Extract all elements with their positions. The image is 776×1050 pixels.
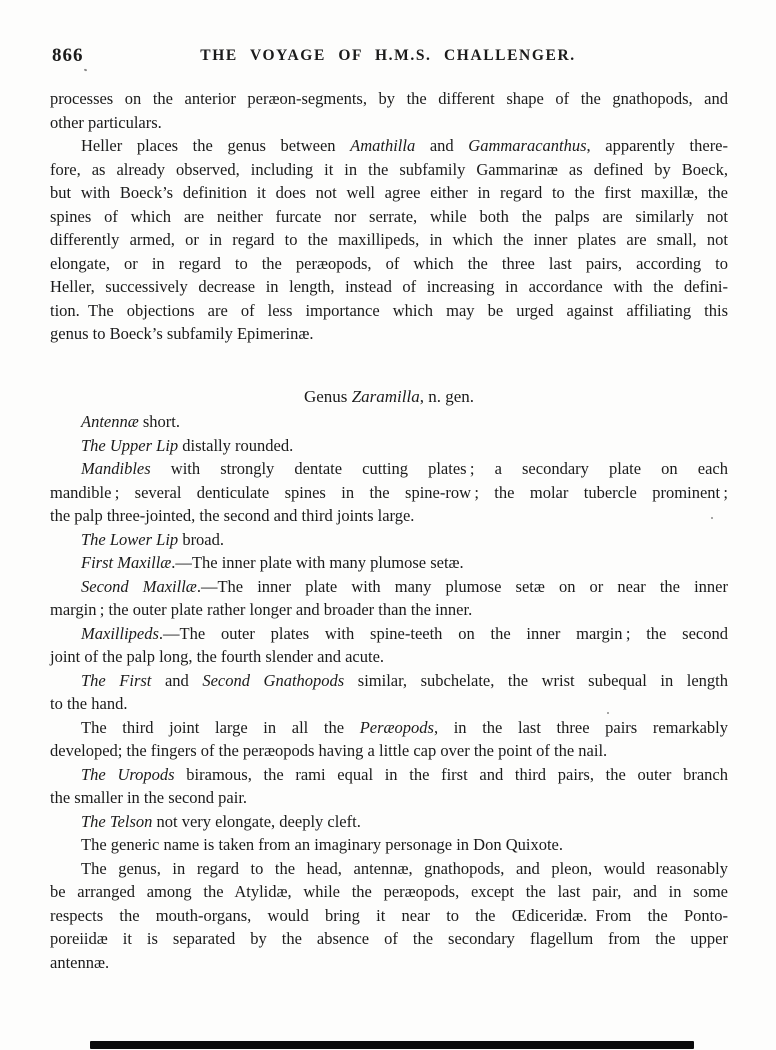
text-line	[50, 410, 728, 434]
text-line	[50, 716, 728, 740]
text-run: antennæ.	[50, 952, 110, 972]
italic-text-run: Amathilla	[350, 136, 416, 155]
text-run: other particulars.	[50, 112, 162, 132]
text-line	[50, 181, 728, 205]
italic-text-run: First Maxillæ	[81, 553, 172, 572]
text-line	[50, 205, 728, 229]
text-run: , in the last three pairs remarkably	[433, 717, 728, 737]
text-run: be arranged among the Atylidæ, while the peræopods, except the last pair, and in some	[50, 882, 728, 901]
text-run: The third joint large in all the	[81, 717, 360, 737]
para-upper-lip	[50, 434, 728, 458]
text-line	[50, 275, 728, 299]
text-run: Heller, successively decrease in length, instead of increasing in accordance with the defini-	[50, 277, 728, 296]
italic-text-run: Zaramilla	[351, 386, 420, 406]
text-run: developed; the fingers of the peræopods having a little cap over the point of the nail.	[50, 741, 608, 760]
page-body	[50, 87, 728, 974]
text-line	[50, 87, 728, 111]
italic-text-run: Mandibles	[81, 459, 151, 478]
text-line	[50, 763, 728, 787]
text-run: Heller places the genus between	[81, 136, 351, 155]
text-run: .—The inner plate with many plumose setæ on or near the inner	[196, 576, 728, 596]
text-line	[50, 228, 728, 252]
text-line	[50, 575, 728, 599]
text-run: .—The outer plates with spine-teeth on the inner margin ; the second	[158, 623, 728, 643]
text-line	[50, 904, 728, 928]
text-run: broad.	[178, 529, 225, 549]
text-line	[50, 252, 728, 276]
text-line	[50, 810, 728, 834]
text-run: respects the mouth-organs, would bring it near to the Œdiceridæ. From the Ponto-	[50, 905, 728, 925]
scan-speck	[607, 712, 609, 714]
italic-text-run: Maxillipeds	[81, 623, 159, 643]
para-gnathopods	[50, 669, 728, 716]
text-line	[50, 786, 728, 810]
italic-text-run: Gammaracanthus	[468, 136, 587, 155]
text-line	[50, 951, 728, 975]
text-run: joint of the palp long, the fourth slender and acute.	[50, 647, 385, 666]
text-line	[50, 645, 728, 669]
genus-description-paragraphs	[50, 410, 728, 974]
italic-text-run: Peræopods	[359, 717, 434, 737]
text-line	[50, 927, 728, 951]
page-header	[0, 45, 776, 67]
text-line	[50, 434, 728, 458]
text-run: biramous, the rami equal in the first and third pairs, the outer branch	[174, 764, 728, 784]
para-peraeopods	[50, 716, 728, 763]
text-run: short.	[138, 412, 180, 431]
text-run: .—The inner plate with many plumose setæ.	[171, 553, 464, 572]
text-line	[50, 134, 728, 158]
text-line	[50, 551, 728, 575]
text-run: genus to Boeck’s subfamily Epimerinæ.	[50, 324, 314, 343]
text-line	[50, 111, 728, 135]
para-heller-placement	[50, 134, 728, 346]
italic-text-run: Second Gnathopods	[202, 670, 345, 690]
text-run: elongate, or in regard to the peræopods, of which the three last pairs, according to	[50, 253, 728, 273]
text-run: The genus, in regard to the head, antennæ, gnathopods, and pleon, would reasonably	[81, 858, 728, 878]
genus-heading	[50, 385, 728, 409]
running-title: THE VOYAGE OF H.M.S. CHALLENGER.	[200, 47, 576, 64]
para-antennae	[50, 410, 728, 434]
text-run: processes on the anterior peræon-segments, by the different shape of the gnathopods, and	[50, 89, 728, 108]
italic-text-run: The First	[81, 670, 152, 690]
text-run: Genus	[303, 386, 352, 406]
para-generic-name	[50, 833, 728, 857]
text-run: , n. gen.	[419, 386, 475, 406]
text-line	[50, 739, 728, 763]
italic-text-run: Second Maxillæ	[81, 576, 197, 596]
text-run: mandible ; several denticulate spines in the spine-row ; the molar tubercle prominent ;	[50, 482, 728, 502]
text-line	[50, 481, 728, 505]
text-run: margin ; the outer plate rather longer and broader than the inner.	[50, 600, 473, 619]
text-run: tion. The objections are of less importance which may be urged against affiliating this	[50, 300, 728, 320]
para-telson	[50, 810, 728, 834]
text-line	[50, 504, 728, 528]
text-line	[50, 598, 728, 622]
text-run: , apparently there-	[586, 136, 729, 155]
text-line	[50, 299, 728, 323]
text-run: similar, subchelate, the wrist subequal in length	[344, 670, 729, 690]
text-run: and	[415, 136, 469, 155]
text-run: spines of which are neither furcate nor serrate, while both the palps are similarly not	[50, 206, 728, 226]
text-line	[50, 880, 728, 904]
text-run: with strongly dentate cutting plates ; a secondary plate on each	[150, 459, 728, 478]
text-run: The generic name is taken from an imaginary personage in Don Quixote.	[81, 835, 564, 854]
italic-text-run: The Upper Lip	[81, 435, 179, 455]
para-uropods	[50, 763, 728, 810]
text-run: poreiidæ it is separated by the absence of the secondary flagellum from the upper	[50, 929, 728, 948]
text-run: the palp three-jointed, the second and third joints large.	[50, 506, 415, 525]
scan-speck	[711, 517, 713, 519]
text-line	[50, 457, 728, 481]
para-genus-affinities	[50, 857, 728, 975]
para-second-maxillae	[50, 575, 728, 622]
para-maxillipeds	[50, 622, 728, 669]
italic-text-run: Antennæ	[81, 412, 139, 431]
text-line	[50, 622, 728, 646]
text-run: fore, as already observed, including it in the subfamily Gammarinæ as defined by Boeck,	[50, 159, 728, 179]
text-line	[50, 833, 728, 857]
text-run: but with Boeck’s definition it does not well agree either in regard to the first maxillæ, the	[50, 183, 728, 202]
intro-paragraphs	[50, 87, 728, 346]
text-run: differently armed, or in regard to the maxillipeds, in which the inner plates are small, not	[50, 230, 728, 249]
text-run: and	[151, 670, 203, 690]
scan-speck	[84, 69, 88, 72]
para-processes	[50, 87, 728, 134]
italic-text-run: The Telson	[81, 811, 153, 831]
scan-edge-artifact	[90, 1041, 694, 1049]
text-line	[50, 669, 728, 693]
page-number: 866	[52, 45, 84, 66]
text-line	[50, 322, 728, 346]
text-line	[50, 528, 728, 552]
text-line	[50, 158, 728, 182]
para-mandibles	[50, 457, 728, 528]
text-run: to the hand.	[50, 694, 128, 713]
text-run: the smaller in the second pair.	[50, 788, 248, 807]
italic-text-run: The Uropods	[81, 764, 175, 784]
text-line	[50, 692, 728, 716]
text-line	[50, 857, 728, 881]
text-run: not very elongate, deeply cleft.	[152, 811, 361, 831]
text-run: distally rounded.	[178, 435, 294, 455]
para-first-maxillae	[50, 551, 728, 575]
italic-text-run: The Lower Lip	[81, 529, 179, 549]
para-lower-lip	[50, 528, 728, 552]
